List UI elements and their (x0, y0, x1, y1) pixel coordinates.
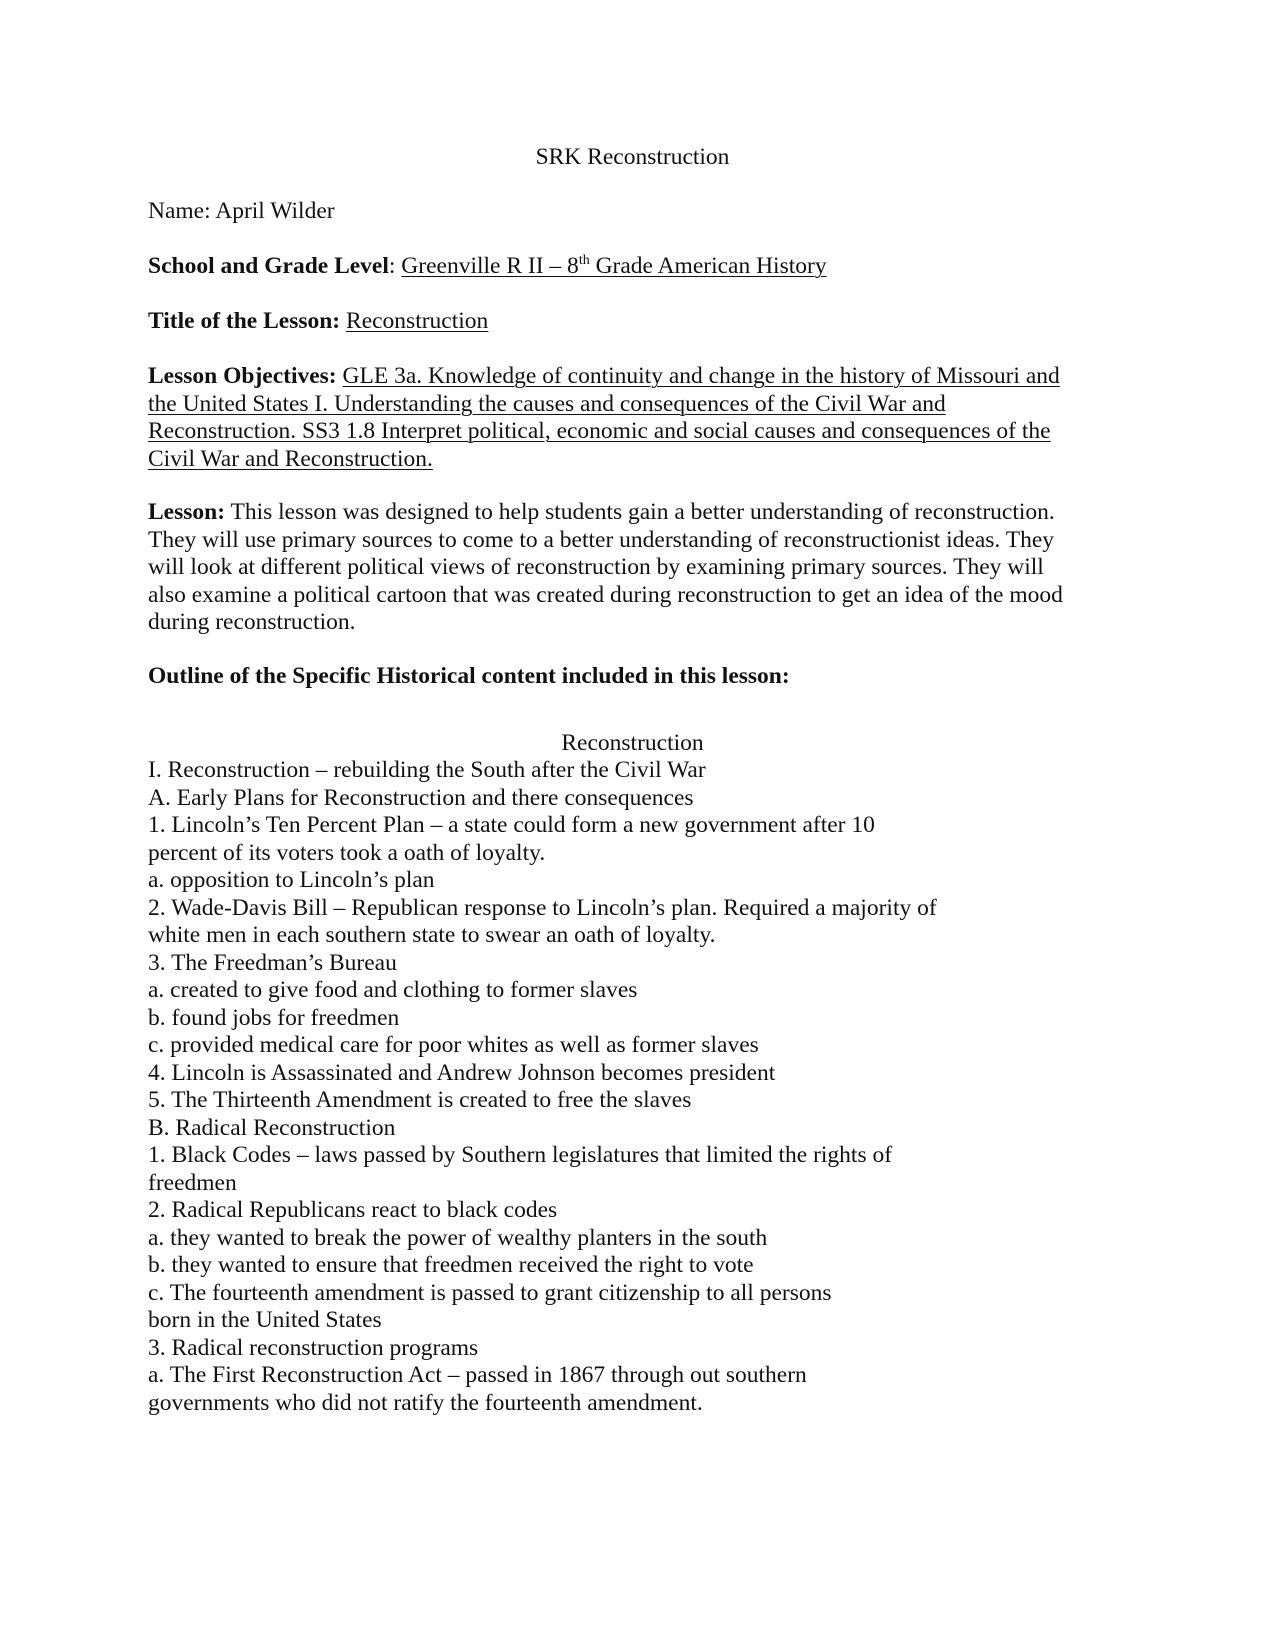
outline-item: 3. Radical reconstruction programs (148, 1334, 479, 1361)
objectives-label: Lesson Objectives: (148, 363, 337, 389)
outline-item: c. The fourteenth amendment is passed to grant citizenship to all persons born in the United States (148, 1279, 832, 1333)
school-grade-label: School and Grade Level (148, 253, 389, 279)
lesson-label: Lesson: (148, 499, 226, 525)
outline-heading: Outline of the Specific Historical content included in this lesson: (148, 663, 790, 689)
outline-item: 3. The Freedman’s Bureau (148, 949, 397, 976)
outline-item: a. opposition to Lincoln’s plan (148, 867, 435, 893)
outline-item: 4. Lincoln is Assassinated and Andrew Johnson becomes president (148, 1059, 776, 1086)
outline-item: a. created to give food and clothing to former slaves (148, 977, 638, 1003)
outline-item: c. provided medical care for poor whites as well as former slaves (148, 1032, 759, 1058)
objectives-text: GLE 3a. Knowledge of continuity and change in the history of Missouri and the United States I. Understanding the causes and consequences of the Civil War and Reconstruction. SS3 1.8 Interpret political, economic and social causes and consequences of the Civil War and Reconstruction. (148, 363, 1060, 472)
lesson-objectives (148, 363, 1078, 473)
lesson-description (148, 499, 1083, 637)
outline-item: b. they wanted to ensure that freedmen received the right to vote (148, 1252, 754, 1278)
name-line: Name: April Wilder (148, 198, 335, 224)
outline-list (148, 757, 1128, 1417)
outline-item: a. The First Reconstruction Act – passed in 1867 through out southern governments who did not ratify the fourteenth amendment. (148, 1362, 807, 1416)
outline-item: A. Early Plans for Reconstruction and there consequences (148, 784, 694, 811)
lesson-title-label: Title of the Lesson: (148, 308, 341, 334)
outline-item: 1. Black Codes – laws passed by Southern legislatures that limited the rights of freedmen (148, 1142, 893, 1196)
outline-item: 2. Radical Republicans react to black codes (148, 1197, 558, 1223)
school-grade-line: School and Grade Level: Greenville R II – 8th Grade American History (148, 253, 827, 279)
outline-item: B. Radical Reconstruction (148, 1114, 396, 1141)
lesson-text: This lesson was designed to help students gain a better understanding of reconstruction. They will use primary sources to come to a better understanding of reconstructionist ideas. They will look at different political views of reconstruction by examining primary sources. They will also examine a political cartoon that was created during reconstruction to get an idea of the mood during reconstruction. (148, 499, 1063, 635)
school-grade-value: Greenville R II – 8th Grade American History (401, 253, 827, 279)
outline-title: Reconstruction (561, 730, 704, 756)
outline-item: 5. The Thirteenth Amendment is created to free the slaves (148, 1087, 692, 1113)
outline-item: b. found jobs for freedmen (148, 1004, 400, 1031)
lesson-title-line (148, 308, 1128, 336)
document-title: SRK Reconstruction (535, 144, 730, 170)
outline-item: 1. Lincoln’s Ten Percent Plan – a state could form a new government after 10 percent of its voters took a oath of loyalty. (148, 812, 875, 866)
lesson-title-value: Reconstruction (346, 308, 489, 334)
outline-item: I. Reconstruction – rebuilding the South after the Civil War (148, 757, 706, 783)
outline-item: 2. Wade-Davis Bill – Republican response to Lincoln’s plan. Required a majority of white men in each southern state to swear an oath of loyalty. (148, 894, 937, 948)
outline-item: a. they wanted to break the power of wealthy planters in the south (148, 1224, 768, 1251)
